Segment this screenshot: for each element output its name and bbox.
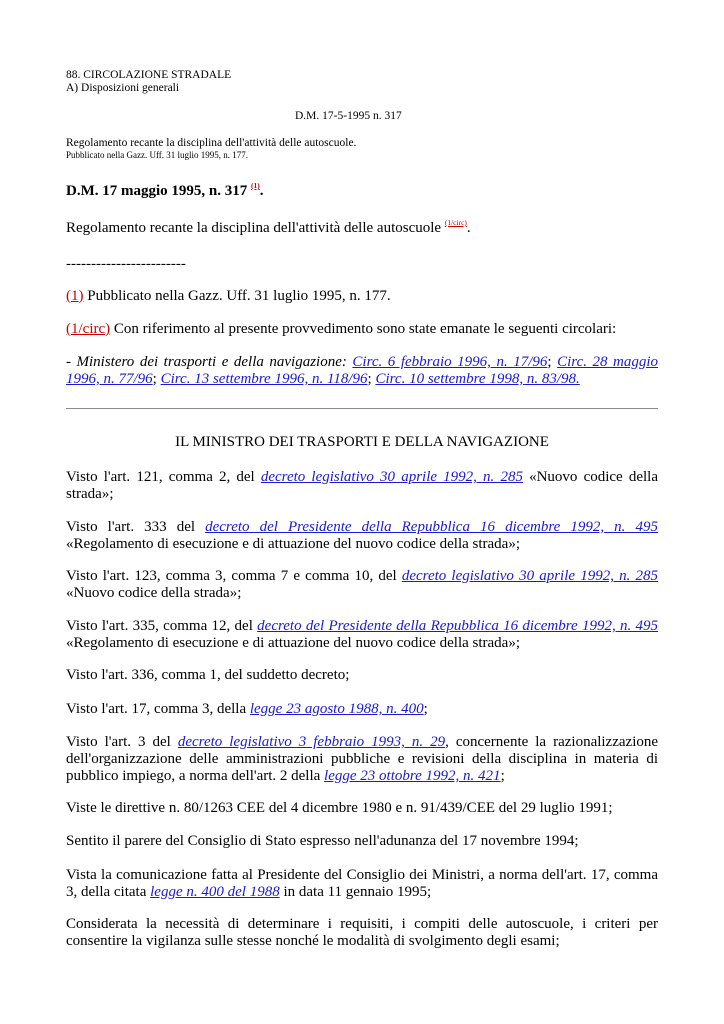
p3-text-b: «Nuovo codice della strada»; — [66, 585, 242, 601]
document-reference: D.M. 17-5-1995 n. 317 — [295, 110, 402, 122]
subtitle-text: Regolamento recante la disciplina dell'attività delle autoscuole — [66, 220, 442, 236]
title-footnote-link[interactable]: (1) — [251, 181, 260, 190]
subtitle-end: . — [466, 220, 471, 236]
subtitle-footnote-link[interactable]: (1/circ) — [444, 218, 467, 227]
p7-text-c: ; — [500, 768, 505, 784]
p7-link-1[interactable]: decreto legislativo 3 febbraio 1993, n. 29 — [177, 734, 446, 750]
subcategory-label: A) Disposizioni generali — [66, 82, 180, 94]
p3-text-a: Visto l'art. 123, comma 3, comma 7 e comma 10, del — [66, 568, 402, 584]
paragraph-1 — [66, 469, 658, 503]
paragraph-10 — [66, 867, 658, 901]
document-title — [66, 183, 658, 200]
summary-block — [66, 137, 658, 161]
paragraph-6 — [66, 701, 658, 718]
p7-text-b: , concernente la razionalizzazione dell'organizzazione delle amministrazioni pubbliche e revisioni della disciplina in materia di pubblico impiego, a norma dell'art. 2 della — [66, 734, 659, 784]
p6-link[interactable]: legge 23 agosto 1988, n. 400 — [249, 701, 424, 717]
separator-dashes: ------------------------ — [66, 256, 186, 272]
paragraph-9: Sentito il parere del Consiglio di Stato espresso nell'adunanza del 17 novembre 1994; — [66, 833, 579, 849]
summary-publication: Pubblicato nella Gazz. Uff. 31 luglio 1995, n. 177. — [66, 150, 249, 160]
p2-text-a: Visto l'art. 333 del — [66, 519, 206, 535]
footnote-circ — [66, 321, 658, 338]
section-heading: IL MINISTRO DEI TRASPORTI E DELLA NAVIGAZIONE — [175, 434, 549, 450]
p2-link[interactable]: decreto del Presidente della Repubblica 16 dicembre 1992, n. 495 — [205, 519, 658, 535]
paragraph-8: Viste le direttive n. 80/1263 CEE del 4 dicembre 1980 e n. 91/439/CEE del 29 luglio 1991; — [66, 800, 613, 816]
p4-text-a: Visto l'art. 335, comma 12, del — [66, 618, 258, 634]
p10-text-a: Vista la comunicazione fatta al Presidente del Consiglio dei Ministri, a norma dell'art. 17, comma 3, della citata — [66, 867, 658, 900]
paragraph-7 — [66, 734, 658, 785]
circular-sep-3: ; — [367, 371, 376, 387]
footnote-1-ref[interactable]: (1) — [66, 288, 84, 304]
title-text: D.M. 17 maggio 1995, n. 317 — [66, 183, 248, 199]
p7-text-a: Visto l'art. 3 del — [66, 734, 178, 750]
horizontal-rule — [66, 408, 658, 409]
document-subtitle — [66, 220, 658, 237]
p1-text-a: Visto l'art. 121, comma 2, del — [66, 469, 261, 485]
paragraph-3 — [66, 568, 658, 602]
p6-text-b: ; — [423, 701, 428, 717]
circular-link-3[interactable]: Circ. 13 settembre 1996, n. 118/96 — [160, 371, 368, 387]
header-category — [66, 69, 658, 95]
paragraph-4 — [66, 618, 658, 652]
footnote-circ-text: Con riferimento al presente provvedimento sono state emanate le seguenti circolari: — [110, 321, 617, 337]
p3-link[interactable]: decreto legislativo 30 aprile 1992, n. 285 — [401, 568, 658, 584]
p4-link[interactable]: decreto del Presidente della Repubblica 16 dicembre 1992, n. 495 — [257, 618, 658, 634]
p10-link[interactable]: legge n. 400 del 1988 — [150, 884, 280, 900]
paragraph-5: Visto l'art. 336, comma 1, del suddetto decreto; — [66, 667, 350, 683]
circulars-list — [66, 354, 658, 388]
p4-text-b: «Regolamento di esecuzione e di attuazione del nuovo codice della strada»; — [66, 635, 520, 651]
p6-text-a: Visto l'art. 17, comma 3, della — [66, 701, 250, 717]
paragraph-2 — [66, 519, 658, 553]
p1-link[interactable]: decreto legislativo 30 aprile 1992, n. 285 — [260, 469, 523, 485]
ministry-label: - Ministero dei trasporti e della navigazione: — [66, 354, 347, 370]
footnote-1 — [66, 288, 658, 305]
p7-link-2[interactable]: legge 23 ottobre 1992, n. 421 — [324, 768, 501, 784]
summary-title: Regolamento recante la disciplina dell'attività delle autoscuole. — [66, 137, 357, 149]
circular-link-4[interactable]: Circ. 10 settembre 1998, n. 83/98. — [375, 371, 580, 387]
circular-link-1[interactable]: Circ. 6 febbraio 1996, n. 17/96 — [352, 354, 548, 370]
category-label: 88. CIRCOLAZIONE STRADALE — [66, 69, 232, 81]
footnote-circ-ref[interactable]: (1/circ) — [66, 321, 111, 337]
footnote-1-text: Pubblicato nella Gazz. Uff. 31 luglio 1995, n. 177. — [83, 288, 391, 304]
p1-text-b: «Nuovo codice della strada»; — [66, 469, 658, 502]
p2-text-b: «Regolamento di esecuzione e di attuazione del nuovo codice della strada»; — [66, 536, 520, 552]
title-end: . — [259, 183, 264, 199]
circular-sep-2: ; — [152, 371, 161, 387]
circular-sep-1: ; — [547, 354, 558, 370]
circular-link-2[interactable]: Circ. 28 maggio 1996, n. 77/96 — [66, 354, 659, 387]
paragraph-11: Considerata la necessità di determinare i requisiti, i compiti delle autoscuole, i criteri per consentire la vigilanza sulle stesse nonché le modalità di svolgimento degli esami; — [66, 916, 658, 949]
p10-text-b: in data 11 gennaio 1995; — [279, 884, 432, 900]
